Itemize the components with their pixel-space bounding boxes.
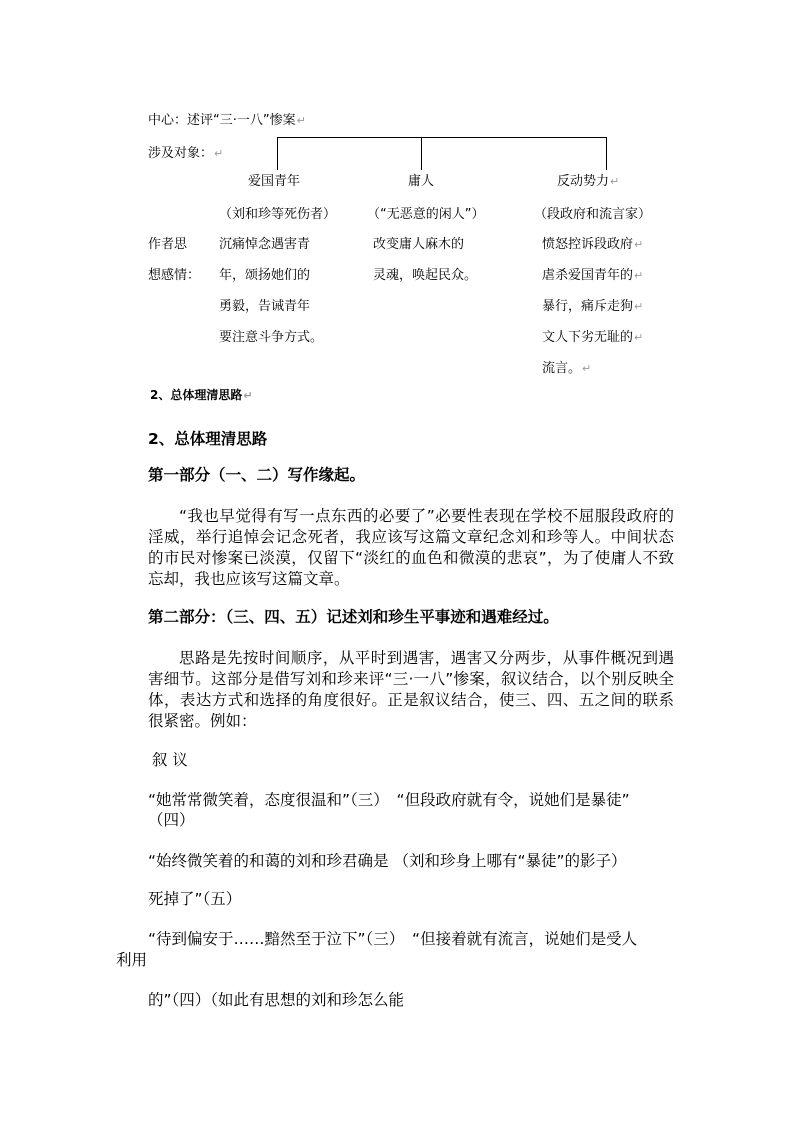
column-note-mediocre-people: （“无恶意的闲人”） <box>367 207 485 222</box>
paragraph-mark-icon: ↵ <box>634 331 644 344</box>
part1-title: 第一部分（一、二）写作缘起。 <box>148 466 366 484</box>
part2-body: 思路是先按时间顺序，从平时到遇害，遇害又分两步，从事件概况到遇害细节。这部分是借写刘和珍来评“三·一八”惨案，叙议结合，以个别反映全体，表达方式和选择的角度很好。正是叙议结合，使三、四、五之间的联系很紧密。例如： <box>148 649 674 730</box>
example-line: （四） <box>148 811 195 829</box>
column-title-mediocre-people: 庸人 <box>408 174 435 189</box>
example-line: 利用 <box>116 951 148 969</box>
column-title-patriotic-youth: 爱国青年 <box>248 174 301 189</box>
paragraph-mark-icon: ↵ <box>296 114 306 127</box>
column-note-patriotic-youth: （刘和珍等死伤者） <box>219 207 337 222</box>
paragraph-mark-icon: ↵ <box>214 147 224 160</box>
feeling-label-line1: 作者思 <box>148 237 188 252</box>
column3-line: 流言。↵ <box>542 361 592 376</box>
column-note-reactionary-forces: （段政府和流言家） <box>534 207 652 222</box>
example-line: “她常常微笑着，态度很温和”（三） “但段政府就有令，说她们是暴徒” <box>148 791 630 809</box>
example-header: 叙 议 <box>152 751 188 769</box>
diagram-connector-middle <box>421 137 422 170</box>
center-line: 中心：述评“三·一八”惨案↵ <box>148 113 306 128</box>
paragraph-mark-icon: ↵ <box>634 300 644 313</box>
column3-line: 文人下劣无耻的↵ <box>542 330 644 345</box>
paragraph-mark-icon: ↵ <box>610 175 620 188</box>
paragraph-mark-icon: ↵ <box>243 389 253 402</box>
column3-line: 愤怒控诉段政府↵ <box>542 237 644 252</box>
feeling-label-line2: 想感情： <box>148 268 201 283</box>
involved-label: 涉及对象：↵ <box>148 146 224 161</box>
column-title-reactionary-forces: 反动势力↵ <box>557 174 620 189</box>
paragraph-mark-icon: ↵ <box>634 269 644 282</box>
column3-line: 暴行，痛斥走狗↵ <box>542 299 644 314</box>
paragraph-mark-icon: ↵ <box>634 238 644 251</box>
column3-line: 虐杀爱国青年的↵ <box>542 268 644 283</box>
section-heading: 2、总体理清思路 <box>148 430 268 448</box>
column1-line: 勇毅，告诫青年 <box>219 299 311 314</box>
part2-title: 第二部分：（三、四、五）记述刘和珍生平事迹和遇难经过。 <box>148 608 559 626</box>
column1-line: 沉痛悼念遇害青 <box>219 237 311 252</box>
diagram-connector-left <box>277 137 278 170</box>
example-line: “待到偏安于……黯然至于泣下”（三） “但接着就有流言，说她们是受人 <box>148 930 638 948</box>
diagram-connector-right <box>606 137 607 170</box>
example-line: 死掉了”（五） <box>148 890 242 908</box>
column2-line: 灵魂，唤起民众。 <box>373 268 478 283</box>
diagram-connector-horizontal <box>277 137 607 138</box>
paragraph-mark-icon: ↵ <box>582 362 592 375</box>
part1-body: “我也早觉得有写一点东西的必要了”必要性表现在学校不屈服段政府的淫威，举行追悼会记念死者，我应该写这篇文章纪念刘和珍等人。中间状态的市民对惨案已淡漠，仅留下“淡红的血色和微漠的悲哀”，为了使庸人不致忘却，我也应该写这篇文章。 <box>148 507 674 588</box>
column2-line: 改变庸人麻木的 <box>373 237 465 252</box>
example-line: “始终微笑着的和蔼的刘和珍君确是 （刘和珍身上哪有“暴徒”的影子） <box>148 852 627 870</box>
small-section-heading: 2、总体理清思路↵ <box>150 388 253 402</box>
column1-line: 要注意斗争方式。 <box>219 330 324 345</box>
column1-line: 年，颂扬她们的 <box>219 268 311 283</box>
example-line: 的”（四）（如此有思想的刘和珍怎么能 <box>148 991 405 1009</box>
